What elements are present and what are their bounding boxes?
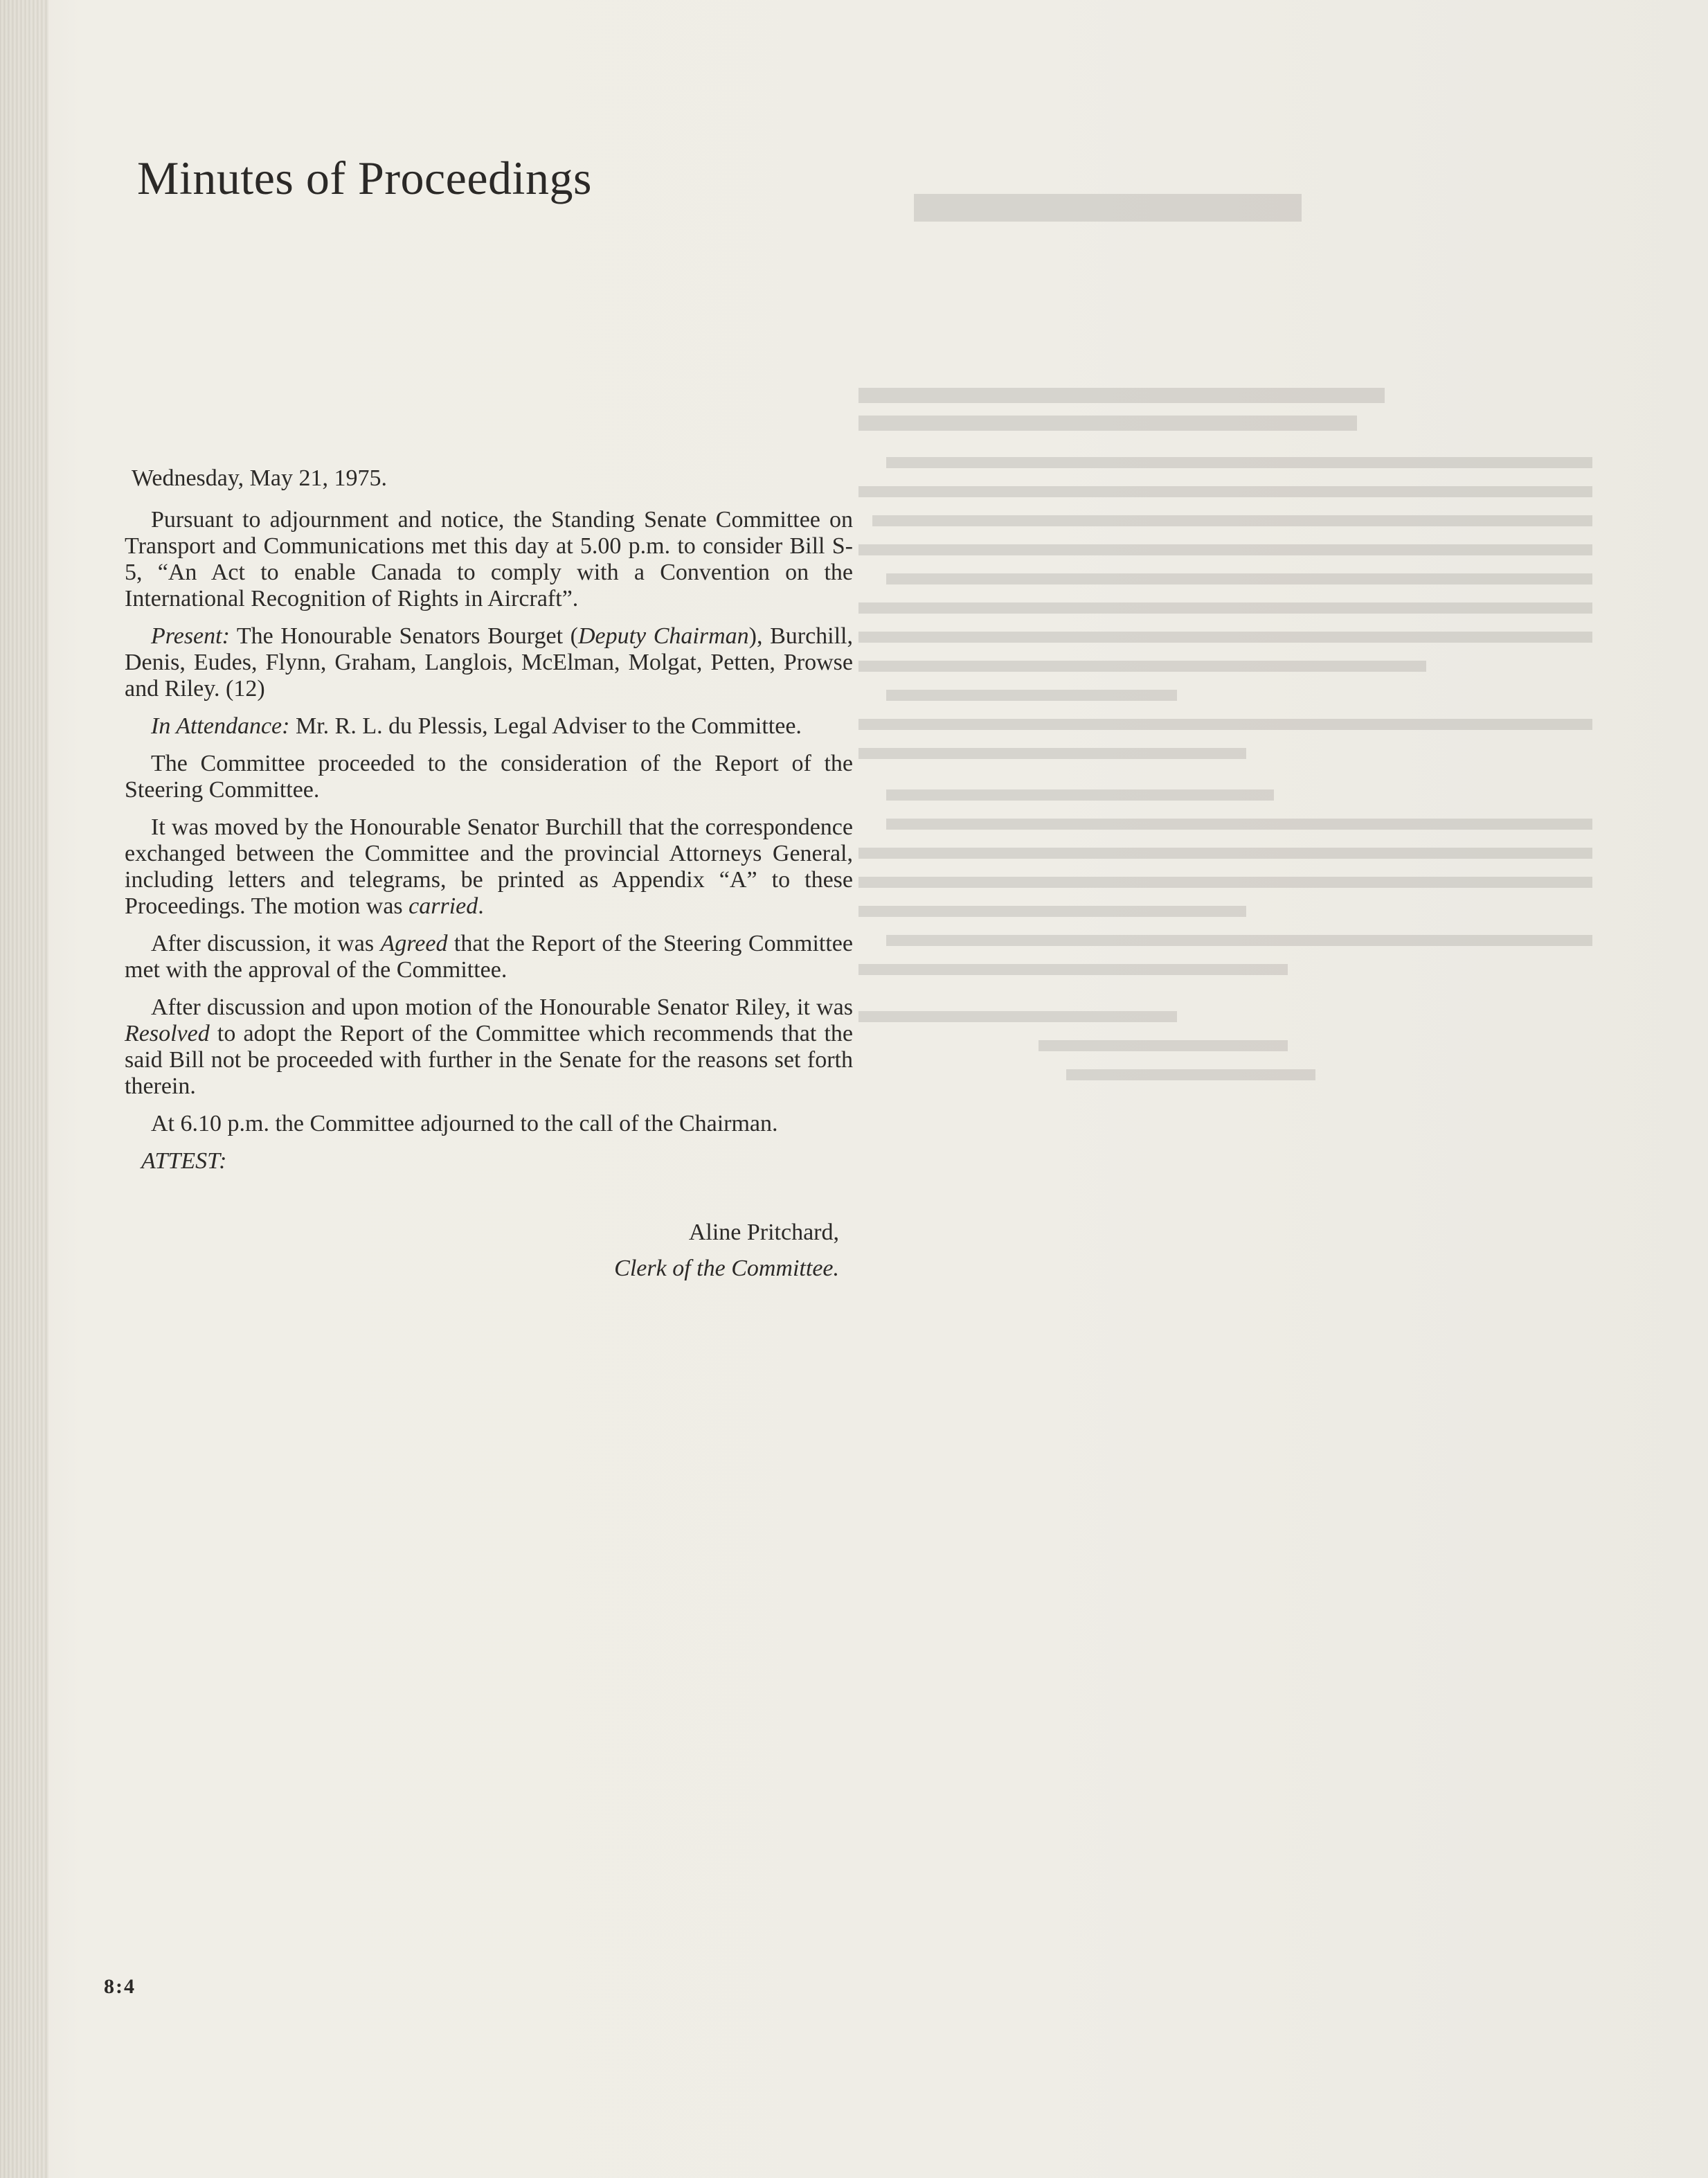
agreed-pre: After discussion, it was xyxy=(151,931,381,956)
attendance-label: In Attendance: xyxy=(151,713,290,739)
moved-em: carried xyxy=(408,893,478,919)
page-title: Minutes of Proceedings xyxy=(137,152,592,204)
signatory-name: Aline Pritchard, xyxy=(688,1220,839,1245)
page-number: 8:4 xyxy=(104,1975,136,1998)
agreed-post: that the Report of the Steering Committee met with the approval of the Committee. xyxy=(125,931,853,983)
show-through-text xyxy=(859,166,1634,1136)
present-label: Present: xyxy=(151,623,230,649)
meeting-date: Wednesday, May 21, 1975. xyxy=(132,465,387,491)
paragraph-meeting-purpose: Pursuant to adjournment and notice, the Standing Senate Committee on Transport and Communications met this day at 5.00 p.m. to consider Bill S-5, “An Act to enable Canada to comply with a Convention on the International Recognition of Rights in Aircraft”. xyxy=(125,507,853,612)
attendance-text: Mr. R. L. du Plessis, Legal Adviser to the Committee. xyxy=(289,713,802,739)
page-edge-shadow xyxy=(0,0,48,2178)
signature-block xyxy=(125,1215,853,1287)
paragraph-attendance xyxy=(125,713,853,740)
attest-label: ATTEST: xyxy=(141,1148,227,1174)
paragraph-steering: The Committee proceeded to the consideration of the Report of the Steering Committee. xyxy=(125,751,853,803)
moved-pre: It was moved by the Honourable Senator Burchill that the correspondence exchanged between the Committee and the provincial Attorneys General, including letters and telegrams, be printed as Appendix “A” to these Proceedings. The motion was xyxy=(125,814,853,919)
present-role: Deputy Chairman xyxy=(577,623,749,649)
moved-post: . xyxy=(478,893,484,919)
minutes-body xyxy=(125,465,853,1287)
paragraph-present xyxy=(125,623,853,702)
paragraph-motion-moved xyxy=(125,814,853,920)
resolved-pre: After discussion and upon motion of the Honourable Senator Riley, it was xyxy=(151,994,853,1020)
paragraph-agreed xyxy=(125,931,853,983)
agreed-em: Agreed xyxy=(380,931,448,956)
present-post: ), Burchill, Denis, Eudes, Flynn, Graham, Langlois, McElman, Molgat, Petten, Prowse and Riley. (12) xyxy=(125,623,853,702)
resolved-post: to adopt the Report of the Committee which recommends that the said Bill not be proceeded with further in the Senate for the reasons set forth therein. xyxy=(125,1021,853,1099)
present-pre: The Honourable Senators Bourget ( xyxy=(229,623,578,649)
signatory-title: Clerk of the Committee. xyxy=(614,1256,839,1281)
paragraph-resolved xyxy=(125,994,853,1100)
paragraph-adjourned: At 6.10 p.m. the Committee adjourned to the call of the Chairman. xyxy=(151,1111,778,1136)
resolved-em: Resolved xyxy=(125,1021,210,1046)
